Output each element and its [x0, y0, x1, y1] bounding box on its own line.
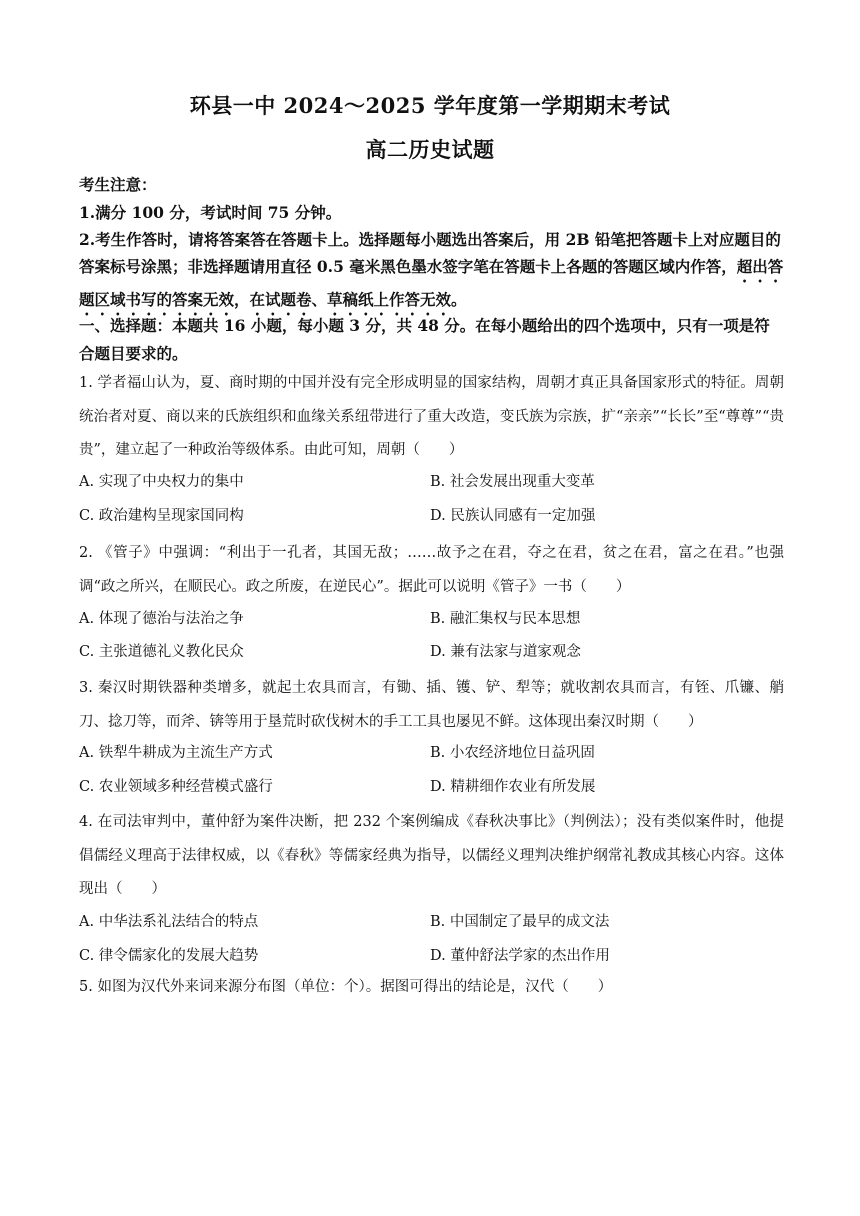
notice-item-2-emphasis: 超出答题区域书写的答案无效，在试题卷、草稿纸上作答无效: [79, 257, 784, 309]
question-5-stem: 5. 如图为汉代外来词来源分布图（单位：个）。据图可得出的结论是，汉代（ ）: [79, 979, 613, 995]
question-2-option-a: A. 体现了德治与法治之争: [79, 611, 244, 627]
notice-item-2: [79, 226, 784, 319]
question-4-option-a: A. 中华法系礼法结合的特点: [79, 914, 259, 930]
question-2-stem: 2. 《管子》中强调：“利出于一孔者，其国无敌；……故予之在君，夺之在君，贫之在君，富之在君。”也强调“政之所兴，在顺民心。政之所废，在逆民心”。据此可以说明《管子》一书（ ）: [79, 545, 784, 595]
question-1-option-d: D. 民族认同感有一定加强: [430, 508, 596, 524]
question-3-stem: 3. 秦汉时期铁器种类增多，就起土农具而言，有锄、插、镬、铲、犁等；就收割农具而言，有铚、爪镰、艄刀、捻刀等，而斧、锛等用于垦荒时砍伐树木的手工工具也屡见不鲜。这体现出秦汉时期（ ）: [79, 680, 784, 730]
question-1-option-a: A. 实现了中央权力的集中: [79, 474, 244, 490]
exam-title: 环县一中 2024～2025 学年度第一学期期末考试: [189, 93, 671, 118]
question-3-option-c: C. 农业领域多种经营模式盛行: [79, 779, 273, 795]
question-2-option-c: C. 主张道德礼义教化民众: [79, 644, 244, 660]
question-1-option-c: C. 政治建构呈现家国同构: [79, 508, 244, 524]
question-2-option-b: B. 融汇集权与民本思想: [430, 611, 581, 627]
question-3-option-a: A. 铁犁牛耕成为主流生产方式: [79, 745, 273, 761]
question-4-option-c: C. 律令儒家化的发展大趋势: [79, 948, 259, 964]
question-1-option-b: B. 社会发展出现重大变革: [430, 474, 595, 490]
question-4-stem: 4. 在司法审判中，董仲舒为案件决断，把 232 个案例编成《春秋决事比》（判例法）；没有类似案件时，他提倡儒经义理高于法律权威，以《春秋》等儒家经典为指导，以儒经义理判决维护纲常礼教成其核心内容。这体现出（ ）: [79, 814, 784, 897]
question-4-option-d: D. 董仲舒法学家的杰出作用: [430, 948, 610, 964]
question-3-option-b: B. 小农经济地位日益巩固: [430, 745, 595, 761]
notice-item-2-end: 。: [451, 290, 467, 309]
question-1-stem: 1. 学者福山认为，夏、商时期的中国并没有完全形成明显的国家结构，周朝才真正具备国家形式的特征。周朝统治者对夏、商以来的氏族组织和血缘关系纽带进行了重大改造，变氏族为宗族，扩“亲亲”“长长”至“尊尊”“贵贵”，建立起了一种政治等级体系。由此可知，周朝（ ）: [79, 375, 784, 458]
section-heading: 一、选择题：本题共 16 小题，每小题 3 分，共 48 分。在每小题给出的四个选项中，只有一项是符合题目要求的。: [79, 316, 770, 363]
question-4-option-b: B. 中国制定了最早的成文法: [430, 914, 610, 930]
exam-subtitle: 高二历史试题: [365, 137, 495, 162]
notice-item-1: 1.满分 100 分，考试时间 75 分钟。: [79, 203, 342, 222]
notice-item-2-text: 2.考生作答时，请将答案答在答题卡上。选择题每小题选出答案后，用 2B 铅笔把答题卡上对应题目的答案标号涂黑；非选择题请用直径 0.5 毫米黑色墨水签字笔在答题卡上各题的答题区域内作答，: [79, 230, 781, 276]
question-3-option-d: D. 精耕细作农业有所发展: [430, 779, 596, 795]
question-2-option-d: D. 兼有法家与道家观念: [430, 644, 581, 660]
notice-heading: 考生注意：: [79, 175, 157, 194]
